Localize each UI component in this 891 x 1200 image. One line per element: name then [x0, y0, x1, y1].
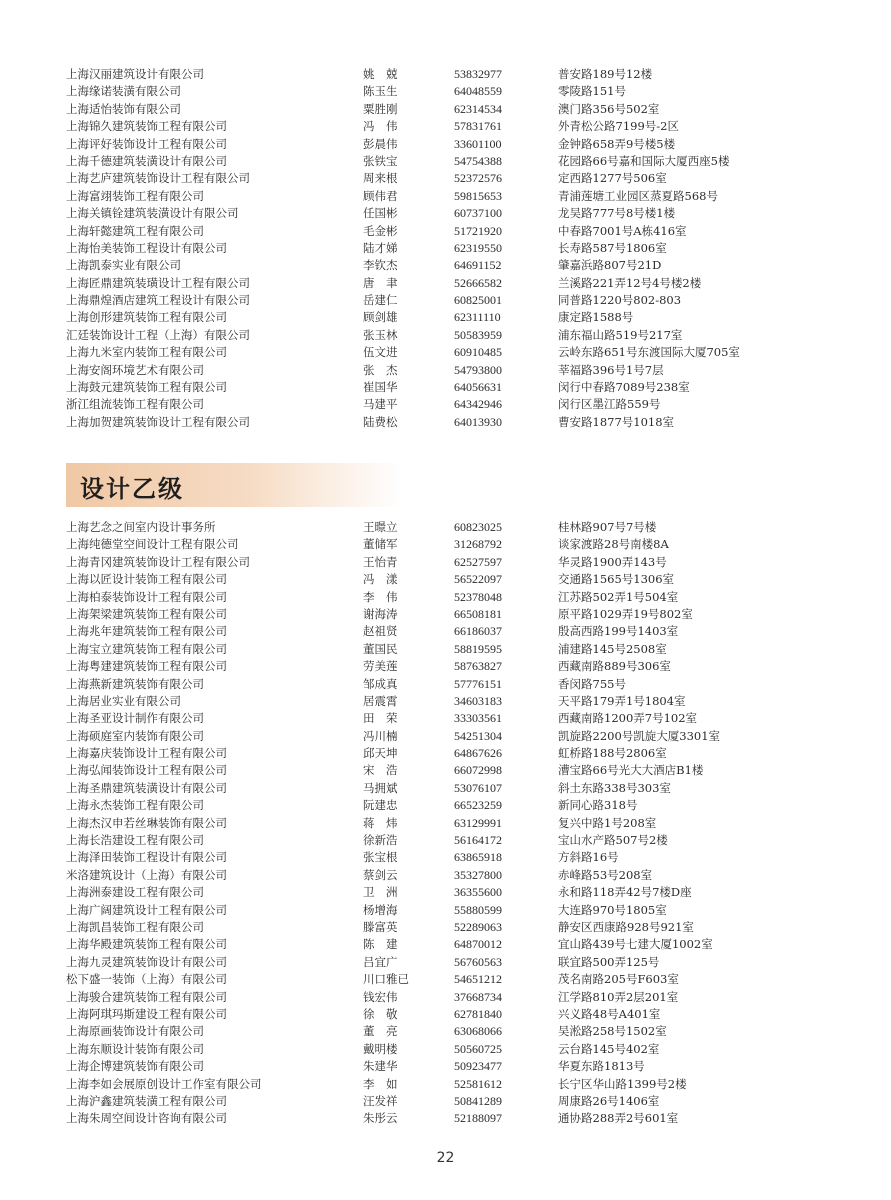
contact-person: 冯 伟: [363, 119, 398, 134]
address: 复兴中路1号208室: [558, 815, 657, 830]
address: 西藏南路889号306室: [558, 659, 671, 674]
address: 江学路810弄2层201室: [558, 989, 679, 1004]
table-row: [66, 1006, 826, 1023]
phone-number: 60910485: [454, 345, 502, 360]
phone-number: 53832977: [454, 67, 502, 81]
address: 外青松公路7199号-2区: [558, 119, 679, 134]
contact-person: 毛金彬: [363, 223, 398, 238]
address: 江苏路502弄1号504室: [558, 589, 679, 604]
contact-person: 蔡剑云: [363, 867, 398, 882]
contact-person: 彭晨伟: [363, 136, 398, 151]
phone-number: 52289063: [454, 919, 502, 934]
phone-number: 57831761: [454, 119, 502, 134]
address: 云岭东路651号东渡国际大厦705室: [558, 345, 740, 360]
table-row: [66, 989, 826, 1006]
phone-number: 51721920: [454, 223, 502, 238]
address: 谈家渡路28号南楼8A: [558, 537, 669, 552]
contact-person: 徐 敬: [363, 1006, 398, 1021]
company-name: 上海圣鼎建筑装潢设计有限公司: [66, 780, 227, 795]
address: 零陵路151号: [558, 84, 626, 99]
company-name: 上海轩懿建筑工程有限公司: [66, 223, 204, 238]
phone-number: 59815653: [454, 188, 502, 203]
company-name: 上海以匠设计装饰工程有限公司: [66, 572, 227, 587]
address: 周康路26号1406室: [558, 1093, 660, 1108]
table-row: [66, 327, 826, 344]
contact-person: 陆费松: [363, 414, 398, 429]
contact-person: 张 杰: [363, 362, 398, 377]
address: 兴义路48号A401室: [558, 1006, 661, 1021]
address: 浦建路145号2508室: [558, 641, 667, 656]
contact-person: 崔国华: [363, 380, 398, 395]
phone-number: 66523259: [454, 798, 502, 813]
phone-number: 55880599: [454, 902, 502, 917]
company-name: 上海锦久建筑装饰工程有限公司: [66, 119, 227, 134]
phone-number: 31268792: [454, 537, 502, 552]
page-number: 22: [436, 1150, 455, 1166]
company-name: 上海兆年建筑装饰工程有限公司: [66, 624, 227, 639]
table-row: [66, 589, 826, 606]
table-row: [66, 101, 826, 118]
address: 原平路1029弄19号802室: [558, 606, 693, 621]
table-row: [66, 902, 826, 919]
address: 宝山水产路507号2楼: [558, 833, 668, 848]
phone-number: 52188097: [454, 1111, 502, 1126]
contact-person: 姚 兢: [363, 67, 398, 81]
table-row: [66, 1058, 826, 1075]
table-row: [66, 1110, 826, 1127]
phone-number: 35327800: [454, 867, 502, 882]
contact-person: 顾伟君: [363, 188, 398, 203]
table-row: [66, 519, 826, 536]
company-name: 上海创形建筑装饰工程有限公司: [66, 310, 227, 325]
phone-number: 62314534: [454, 101, 502, 116]
phone-number: 56522097: [454, 572, 502, 587]
company-name: 上海广阔建筑设计工程有限公司: [66, 902, 227, 917]
directory-list-top: [66, 66, 826, 431]
contact-person: 唐 聿: [363, 275, 398, 290]
phone-number: 63068066: [454, 1024, 502, 1039]
phone-number: 50560725: [454, 1041, 502, 1056]
contact-person: 张铁宝: [363, 153, 398, 168]
table-row: [66, 710, 826, 727]
company-name: 米洛建筑设计（上海）有限公司: [66, 867, 227, 882]
company-name: 上海硕庭室内装饰有限公司: [66, 728, 204, 743]
company-name: 上海东顺设计装饰有限公司: [66, 1041, 204, 1056]
address: 华夏东路1813号: [558, 1059, 645, 1074]
table-row: [66, 849, 826, 866]
table-row: [66, 136, 826, 153]
company-name: 上海适怡装饰有限公司: [66, 101, 181, 116]
contact-person: 董储军: [363, 537, 398, 552]
phone-number: 33303561: [454, 711, 502, 726]
phone-number: 50923477: [454, 1059, 502, 1074]
company-name: 上海李如会展原创设计工作室有限公司: [66, 1076, 262, 1091]
phone-number: 52372576: [454, 171, 502, 186]
company-name: 上海阿琪玛斯建设工程有限公司: [66, 1006, 227, 1021]
table-row: [66, 554, 826, 571]
phone-number: 58819595: [454, 641, 502, 656]
contact-person: 杨增海: [363, 902, 398, 917]
company-name: 上海匠鼎建筑装璜设计工程有限公司: [66, 275, 250, 290]
contact-person: 赵祖贤: [363, 624, 398, 639]
contact-person: 顾剑雄: [363, 310, 398, 325]
company-name: 上海宝立建筑装饰工程有限公司: [66, 641, 227, 656]
phone-number: 62527597: [454, 554, 502, 569]
table-row: [66, 275, 826, 292]
address: 斜土东路338号303室: [558, 780, 671, 795]
company-name: 上海凯泰实业有限公司: [66, 258, 181, 273]
company-name: 上海评好装饰设计工程有限公司: [66, 136, 227, 151]
address: 大连路970号1805室: [558, 902, 667, 917]
company-name: 上海柏泰装饰设计工程有限公司: [66, 589, 227, 604]
phone-number: 53076107: [454, 780, 502, 795]
address: 华灵路1900弄143号: [558, 554, 667, 569]
phone-number: 56760563: [454, 954, 502, 969]
table-row: [66, 188, 826, 205]
phone-number: 64056631: [454, 380, 502, 395]
table-row: [66, 728, 826, 745]
contact-person: 董国民: [363, 641, 398, 656]
phone-number: 56164172: [454, 833, 502, 848]
contact-person: 马拥斌: [363, 780, 398, 795]
contact-person: 汪发祥: [363, 1093, 398, 1108]
address: 云台路145号402室: [558, 1041, 660, 1056]
contact-person: 李 如: [363, 1076, 398, 1091]
contact-person: 邹成真: [363, 676, 398, 691]
phone-number: 66508181: [454, 606, 502, 621]
table-row: [66, 641, 826, 658]
table-row: [66, 919, 826, 936]
company-name: 上海缘诺装潢有限公司: [66, 84, 181, 99]
phone-number: 54793800: [454, 362, 502, 377]
table-row: [66, 815, 826, 832]
contact-person: 邱天坤: [363, 746, 398, 761]
table-row: [66, 745, 826, 762]
company-name: 上海艺庐建筑装饰设计工程有限公司: [66, 171, 250, 186]
table-row: [66, 867, 826, 884]
table-row: [66, 153, 826, 170]
address: 兰溪路221弄12号4号楼2楼: [558, 275, 702, 290]
contact-person: 李 伟: [363, 589, 398, 604]
phone-number: 54251304: [454, 728, 502, 743]
phone-number: 62781840: [454, 1006, 502, 1021]
company-name: 上海居业实业有限公司: [66, 693, 181, 708]
table-row: [66, 936, 826, 953]
address: 长宁区华山路1399号2楼: [558, 1076, 687, 1091]
address: 定西路1277号506室: [558, 171, 667, 186]
address: 康定路1588号: [558, 310, 634, 325]
table-row: [66, 762, 826, 779]
company-name: 上海燕新建筑装饰有限公司: [66, 676, 204, 691]
contact-person: 田 荣: [363, 711, 398, 726]
address: 联宜路500弄125号: [558, 954, 660, 969]
table-row: [66, 240, 826, 257]
company-name: 上海粤建建筑装饰工程有限公司: [66, 659, 227, 674]
phone-number: 63129991: [454, 815, 502, 830]
phone-number: 50583959: [454, 327, 502, 342]
contact-person: 粟胜刚: [363, 101, 398, 116]
table-row: [66, 1041, 826, 1058]
phone-number: 62319550: [454, 240, 502, 255]
company-name: 上海凯昌装饰工程有限公司: [66, 919, 204, 934]
address: 桂林路907号7号楼: [558, 520, 657, 534]
company-name: 上海艺念之间室内设计事务所: [66, 520, 216, 534]
address: 浦东福山路519号217室: [558, 327, 683, 342]
table-row: [66, 83, 826, 100]
phone-number: 58763827: [454, 659, 502, 674]
phone-number: 63865918: [454, 850, 502, 865]
table-row: [66, 536, 826, 553]
address: 香闵路755号: [558, 676, 626, 691]
phone-number: 64013930: [454, 414, 502, 429]
table-row: [66, 309, 826, 326]
table-row: [66, 257, 826, 274]
table-row: [66, 344, 826, 361]
company-name: 上海关镇铨建筑装潢设计有限公司: [66, 206, 239, 221]
phone-number: 52378048: [454, 589, 502, 604]
address: 闵行中春路7089号238室: [558, 380, 690, 395]
company-name: 上海弘闻装饰设计工程有限公司: [66, 763, 227, 778]
company-name: 上海架梁建筑装饰工程有限公司: [66, 606, 227, 621]
table-row: [66, 606, 826, 623]
company-name: 上海青冈建筑装饰设计工程有限公司: [66, 554, 250, 569]
address: 青浦莲塘工业园区蒸夏路568号: [558, 188, 718, 203]
phone-number: 64867626: [454, 746, 502, 761]
contact-person: 伍文进: [363, 345, 398, 360]
address: 西藏南路1200弄7号102室: [558, 711, 698, 726]
phone-number: 34603183: [454, 693, 502, 708]
phone-number: 60825001: [454, 293, 502, 308]
contact-person: 张玉林: [363, 327, 398, 342]
phone-number: 64691152: [454, 258, 502, 273]
contact-person: 钱宏伟: [363, 989, 398, 1004]
company-name: 上海原画装饰设计有限公司: [66, 1024, 204, 1039]
table-row: [66, 658, 826, 675]
contact-person: 马建平: [363, 397, 398, 412]
table-row: [66, 780, 826, 797]
contact-person: 吕宜广: [363, 954, 398, 969]
address: 花园路66号嘉和国际大厦西座5楼: [558, 153, 730, 168]
address: 永和路118弄42号7楼D座: [558, 885, 692, 900]
table-row: [66, 1023, 826, 1040]
table-row: [66, 954, 826, 971]
address: 漕宝路66号光大大酒店B1楼: [558, 763, 704, 778]
company-name: 上海纯德堂空间设计工程有限公司: [66, 537, 239, 552]
phone-number: 50841289: [454, 1093, 502, 1108]
company-name: 松下盛一装饰（上海）有限公司: [66, 972, 227, 987]
address: 殷高西路199号1403室: [558, 624, 679, 639]
company-name: 上海安阁环境艺术有限公司: [66, 362, 204, 377]
company-name: 上海骏合建筑装饰工程有限公司: [66, 989, 227, 1004]
contact-person: 滕富英: [363, 919, 398, 934]
company-name: 上海圣亚设计制作有限公司: [66, 711, 204, 726]
address: 闵行区墨江路559号: [558, 397, 661, 412]
company-name: 上海华殿建筑装饰工程有限公司: [66, 937, 227, 952]
company-name: 汇廷装饰设计工程（上海）有限公司: [66, 327, 250, 342]
table-row: [66, 884, 826, 901]
company-name: 浙江组流装饰工程有限公司: [66, 397, 204, 412]
contact-person: 阮建忠: [363, 798, 398, 813]
address: 凯旋路2200号凯旋大厦3301室: [558, 728, 721, 743]
phone-number: 54651212: [454, 972, 502, 987]
contact-person: 董 亮: [363, 1024, 398, 1039]
contact-person: 王暻立: [363, 520, 398, 534]
company-name: 上海千德建筑装潢设计有限公司: [66, 153, 227, 168]
contact-person: 冯 漾: [363, 572, 398, 587]
address: 天平路179弄1号1804室: [558, 693, 686, 708]
directory-list-design-grade-b: [66, 519, 826, 1128]
company-name: 上海怡美装饰工程设计有限公司: [66, 240, 227, 255]
address: 虹桥路188号2806室: [558, 746, 667, 761]
company-name: 上海富翊装饰工程有限公司: [66, 188, 204, 203]
address: 龙吴路777号8号楼1楼: [558, 206, 676, 221]
table-row: [66, 676, 826, 693]
table-row: [66, 571, 826, 588]
company-name: 上海企博建筑装饰有限公司: [66, 1059, 204, 1074]
table-row: [66, 693, 826, 710]
contact-person: 劳美莲: [363, 659, 398, 674]
contact-person: 居震霄: [363, 693, 398, 708]
table-row: [66, 292, 826, 309]
phone-number: 33601100: [454, 136, 502, 151]
contact-person: 陆才娣: [363, 240, 398, 255]
address: 普安路189号12楼: [558, 67, 653, 81]
table-row: [66, 396, 826, 413]
contact-person: 岳建仁: [363, 293, 398, 308]
contact-person: 戴明楼: [363, 1041, 398, 1056]
section-heading-text: 设计乙级: [80, 475, 184, 503]
contact-person: 朱彤云: [363, 1111, 398, 1126]
contact-person: 陈 建: [363, 937, 398, 952]
table-row: [66, 205, 826, 222]
company-name: 上海加贺建筑装饰设计工程有限公司: [66, 414, 250, 429]
company-name: 上海九灵建筑装饰设计有限公司: [66, 954, 227, 969]
contact-person: 宋 浩: [363, 763, 398, 778]
address: 新同心路318号: [558, 798, 638, 813]
address: 茂名南路205号F603室: [558, 972, 679, 987]
address: 同普路1220号802-803: [558, 293, 682, 308]
address: 中春路7001号A栋416室: [558, 223, 687, 238]
phone-number: 54754388: [454, 153, 502, 168]
company-name: 上海泽田装饰工程设计有限公司: [66, 850, 227, 865]
company-name: 上海永杰装饰工程有限公司: [66, 798, 204, 813]
phone-number: 64870012: [454, 937, 502, 952]
contact-person: 川口雅已: [363, 972, 409, 987]
phone-number: 36355600: [454, 885, 502, 900]
phone-number: 66186037: [454, 624, 502, 639]
contact-person: 徐新浩: [363, 833, 398, 848]
address: 方斜路16号: [558, 850, 619, 865]
phone-number: 62311110: [454, 310, 501, 325]
table-row: [66, 832, 826, 849]
contact-person: 任国彬: [363, 206, 398, 221]
contact-person: 冯川楠: [363, 728, 398, 743]
address: 赤峰路53号208室: [558, 867, 653, 882]
company-name: 上海鼓元建筑装饰工程有限公司: [66, 380, 227, 395]
phone-number: 64342946: [454, 397, 502, 412]
address: 莘福路396号1号7层: [558, 362, 664, 377]
address: 肇嘉浜路807号21D: [558, 258, 662, 273]
contact-person: 谢海涛: [363, 606, 398, 621]
address: 静安区西康路928号921室: [558, 919, 694, 934]
table-row: [66, 623, 826, 640]
company-name: 上海长浩建设工程有限公司: [66, 833, 204, 848]
address: 金钟路658弄9号楼5楼: [558, 136, 676, 151]
contact-person: 蒋 炜: [363, 815, 398, 830]
phone-number: 52666582: [454, 275, 502, 290]
phone-number: 57776151: [454, 676, 502, 691]
table-row: [66, 379, 826, 396]
section-heading: [66, 463, 402, 507]
address: 宜山路439号七建大厦1002室: [558, 937, 713, 952]
company-name: 上海朱周空间设计咨询有限公司: [66, 1111, 227, 1126]
table-row: [66, 1076, 826, 1093]
contact-person: 卫 洲: [363, 885, 398, 900]
table-row: [66, 362, 826, 379]
table-row: [66, 66, 826, 83]
contact-person: 王怡青: [363, 554, 398, 569]
address: 长寿路587号1806室: [558, 240, 667, 255]
phone-number: 60737100: [454, 206, 502, 221]
address: 交通路1565号1306室: [558, 572, 675, 587]
address: 澳门路356号502室: [558, 101, 660, 116]
table-row: [66, 414, 826, 431]
phone-number: 66072998: [454, 763, 502, 778]
contact-person: 周来根: [363, 171, 398, 186]
address: 通协路288弄2号601室: [558, 1111, 679, 1126]
address: 吴淞路258号1502室: [558, 1024, 667, 1039]
contact-person: 张宝根: [363, 850, 398, 865]
company-name: 上海九米室内装饰工程有限公司: [66, 345, 227, 360]
company-name: 上海嘉庆装饰设计工程有限公司: [66, 746, 227, 761]
table-row: [66, 797, 826, 814]
address: 曹安路1877号1018室: [558, 414, 675, 429]
company-name: 上海杰汉申若丝琳装饰有限公司: [66, 815, 227, 830]
company-name: 上海汉丽建筑设计有限公司: [66, 67, 204, 81]
table-row: [66, 1093, 826, 1110]
company-name: 上海沪鑫建筑装潢工程有限公司: [66, 1093, 227, 1108]
phone-number: 37668734: [454, 989, 502, 1004]
phone-number: 60823025: [454, 520, 502, 534]
contact-person: 朱建华: [363, 1059, 398, 1074]
company-name: 上海鼎煌酒店建筑工程设计有限公司: [66, 293, 250, 308]
phone-number: 52581612: [454, 1076, 502, 1091]
contact-person: 李钦杰: [363, 258, 398, 273]
table-row: [66, 170, 826, 187]
phone-number: 64048559: [454, 84, 502, 99]
contact-person: 陈玉生: [363, 84, 398, 99]
table-row: [66, 971, 826, 988]
table-row: [66, 223, 826, 240]
company-name: 上海洲泰建设工程有限公司: [66, 885, 204, 900]
table-row: [66, 118, 826, 135]
